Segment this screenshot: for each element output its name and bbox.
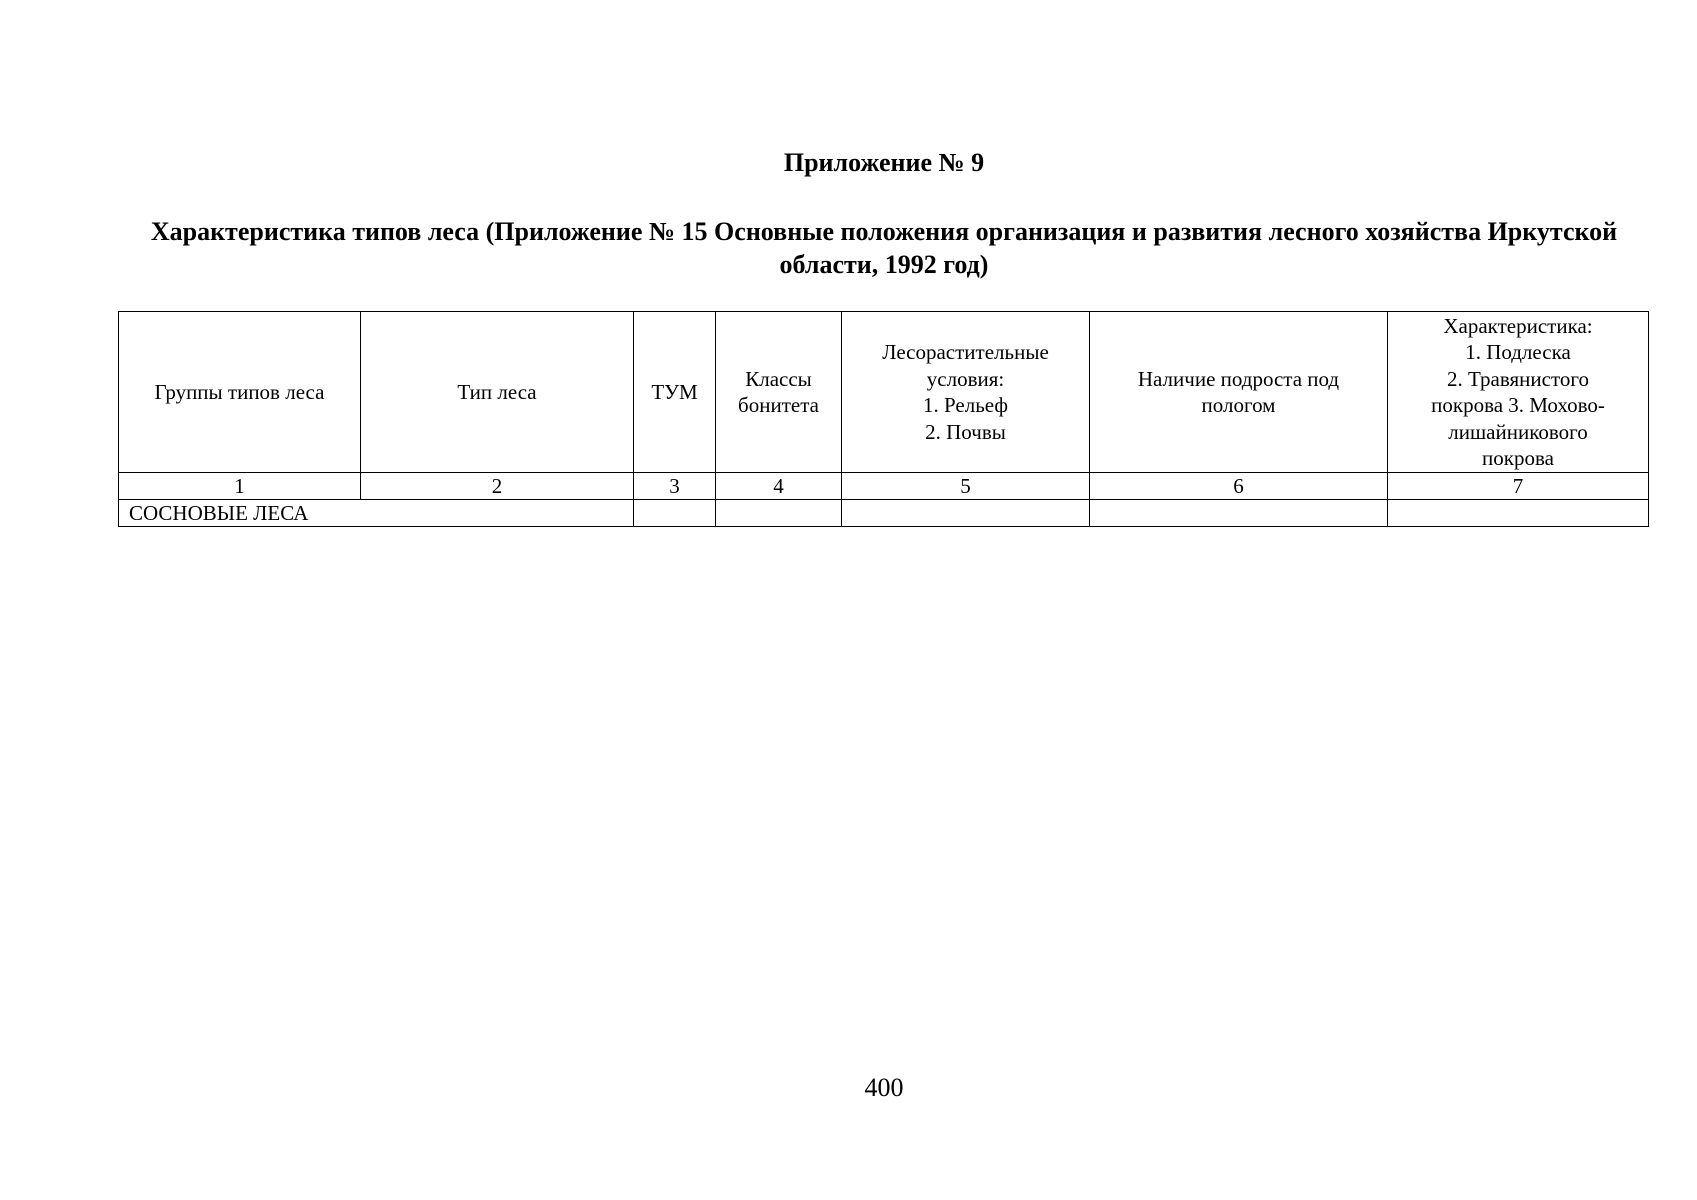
section-row-pine-forests xyxy=(119,500,1649,527)
header-cell-forest-type-groups: Группы типов леса xyxy=(119,312,361,473)
page-number: 400 xyxy=(864,1073,904,1102)
header-cell-forest-type: Тип леса xyxy=(361,312,634,473)
header-row xyxy=(119,312,1649,473)
column-number: 4 xyxy=(716,473,842,500)
column-number: 3 xyxy=(634,473,716,500)
header-cell-bonitet-classes: Классы бонитета xyxy=(716,312,842,473)
header-cell-tum: ТУМ xyxy=(634,312,716,473)
column-number: 5 xyxy=(842,473,1090,500)
table-cell xyxy=(842,500,1090,527)
header-cell-growing-conditions: Лесорастительные условия: 1. Рельеф 2. Почвы xyxy=(842,312,1090,473)
appendix-title: Приложение № 9 xyxy=(783,148,985,177)
table-cell xyxy=(716,500,842,527)
column-number: 2 xyxy=(361,473,634,500)
section-label: СОСНОВЫЕ ЛЕСА xyxy=(119,500,634,527)
forest-types-table xyxy=(118,311,1649,527)
table-cell xyxy=(1090,500,1388,527)
table-cell xyxy=(1388,500,1649,527)
column-number: 1 xyxy=(119,473,361,500)
document-title: Характеристика типов леса (Приложение № 15 Основные положения организация и развития лесного хозяйства Иркутской области, 1992 год) xyxy=(150,217,1618,279)
header-cell-undergrowth: Наличие подроста под пологом xyxy=(1090,312,1388,473)
column-number-row xyxy=(119,473,1649,500)
column-number: 7 xyxy=(1388,473,1649,500)
header-cell-characteristics: Характеристика: 1. Подлеска 2. Травянистого покрова 3. Мохово- лишайникового покрова xyxy=(1388,312,1649,473)
table-cell xyxy=(634,500,716,527)
column-number: 6 xyxy=(1090,473,1388,500)
